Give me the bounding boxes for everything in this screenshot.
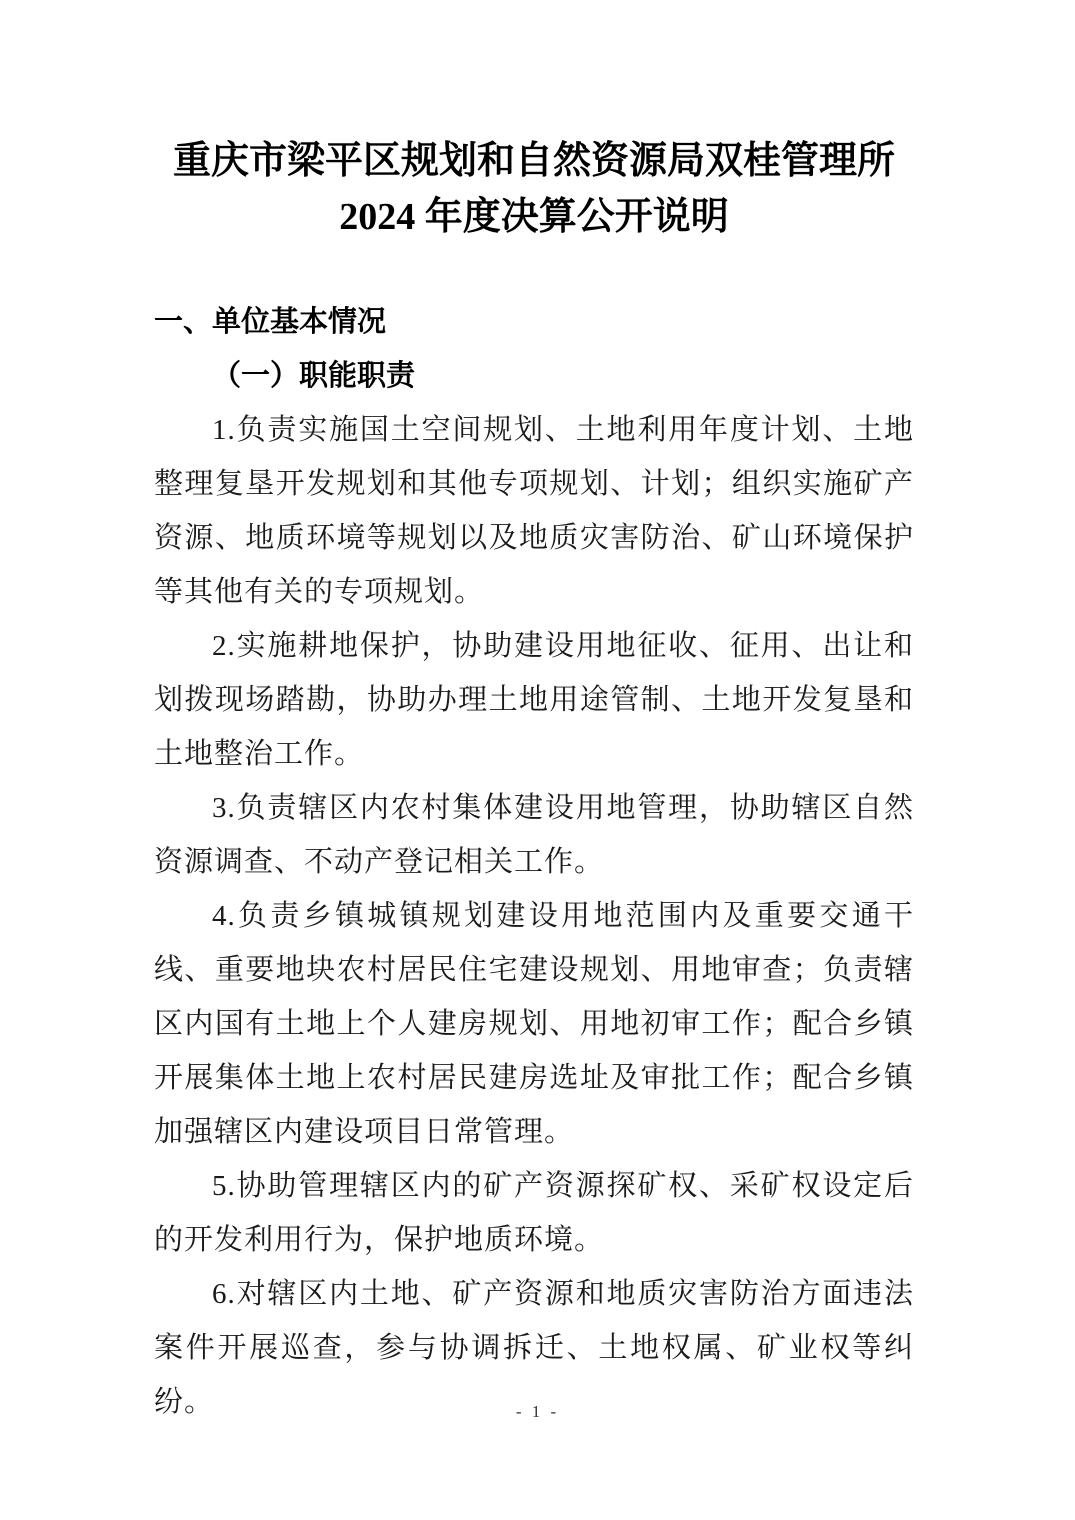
body-paragraph-1: 1.负责实施国土空间规划、土地利用年度计划、土地整理复垦开发规划和其他专项规划、计划；组织实施矿产资源、地质环境等规划以及地质灾害防治、矿山环境保护等其他有关的专项规划。 — [154, 414, 914, 608]
page-number: - 1 - — [515, 1402, 560, 1421]
document-content — [154, 0, 914, 1429]
document-title-line-2: 2024 年度决算公开说明 — [339, 196, 729, 238]
body-paragraph-2: 2.实施耕地保护，协助建设用地征收、征用、出让和划拨现场踏勘，协助办理土地用途管制、土地开发复垦和土地整治工作。 — [154, 630, 914, 770]
section-heading: 一、单位基本情况 — [154, 306, 387, 338]
body-paragraph-6: 6.对辖区内土地、矿产资源和地质灾害防治方面违法案件开展巡查，参与协调拆迁、土地权属、矿业权等纠纷。 — [154, 1278, 914, 1418]
body-paragraph-4: 4.负责乡镇城镇规划建设用地范围内及重要交通干线、重要地块农村居民住宅建设规划、用地审查；负责辖区内国有土地上个人建房规划、用地初审工作；配合乡镇开展集体土地上农村居民建房选址及审批工作；配合乡镇加强辖区内建设项目日常管理。 — [154, 900, 914, 1148]
body-paragraph-5: 5.协助管理辖区内的矿产资源探矿权、采矿权设定后的开发利用行为，保护地质环境。 — [154, 1170, 914, 1256]
document-title — [154, 133, 914, 245]
subsection-heading: （一）职能职责 — [212, 360, 416, 392]
document-title-line-1: 重庆市梁平区规划和自然资源局双桂管理所 — [172, 140, 895, 182]
body-paragraph-3: 3.负责辖区内农村集体建设用地管理，协助辖区自然资源调查、不动产登记相关工作。 — [154, 792, 914, 878]
